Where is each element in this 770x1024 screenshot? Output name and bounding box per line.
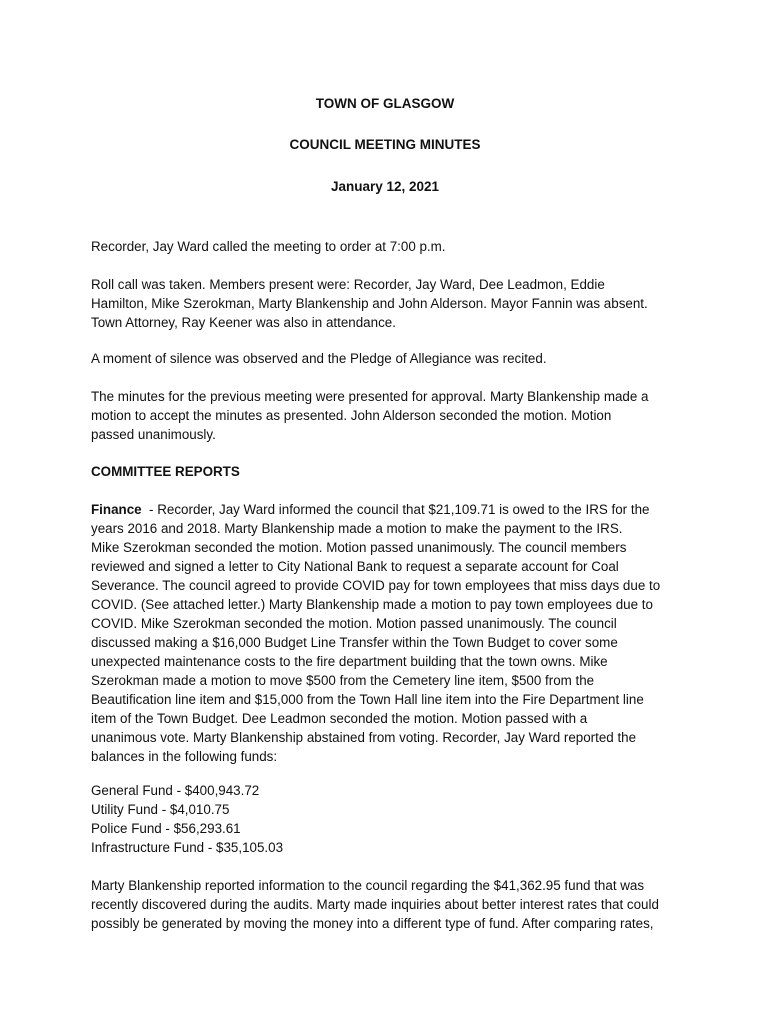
paragraph-line: recently discovered during the audits. Marty made inquiries about better interest rates that could bbox=[91, 897, 659, 912]
fund-balance-item: Police Fund - $56,293.61 bbox=[91, 821, 241, 836]
paragraph-line: Szerokman made a motion to move $500 from the Cemetery line item, $500 from the bbox=[91, 673, 595, 688]
roll-call-paragraph bbox=[91, 275, 691, 332]
finance-first-line: - Recorder, Jay Ward informed the council that $21,109.71 is owed to the IRS for the bbox=[141, 502, 650, 517]
paragraph-line: Beautification line item and $15,000 from the Town Hall line item into the Fire Department line bbox=[91, 692, 644, 707]
paragraph-line: The minutes for the previous meeting were presented for approval. Marty Blankenship made a bbox=[91, 389, 649, 404]
paragraph-line: discussed making a $16,000 Budget Line Transfer within the Town Budget to cover some bbox=[91, 635, 618, 650]
fund-balance-item: Utility Fund - $4,010.75 bbox=[91, 802, 230, 817]
finance-paragraph bbox=[91, 500, 691, 766]
paragraph-line: A moment of silence was observed and the Pledge of Allegiance was recited. bbox=[91, 351, 547, 366]
paragraph-line: COVID. Mike Szerokman seconded the motion. Motion passed unanimously. The council bbox=[91, 616, 617, 631]
paragraph-line: item of the Town Budget. Dee Leadmon seconded the motion. Motion passed with a bbox=[91, 711, 588, 726]
paragraph-line: Recorder, Jay Ward called the meeting to order at 7:00 p.m. bbox=[91, 239, 446, 254]
fund-balance-item: General Fund - $400,943.72 bbox=[91, 783, 260, 798]
paragraph-line: Roll call was taken. Members present were: Recorder, Jay Ward, Dee Leadmon, Eddie bbox=[91, 277, 605, 292]
paragraph-line: Town Attorney, Ray Keener was also in attendance. bbox=[91, 315, 396, 330]
fund-discovery-paragraph bbox=[91, 876, 691, 933]
paragraph-line: balances in the following funds: bbox=[91, 749, 278, 764]
paragraph-line: passed unanimously. bbox=[91, 427, 216, 442]
paragraph-line: Marty Blankenship reported information to the council regarding the $41,362.95 fund that was bbox=[91, 878, 645, 893]
paragraph-line: Mike Szerokman seconded the motion. Motion passed unanimously. The council members bbox=[91, 540, 627, 555]
fund-balance-item: Infrastructure Fund - $35,105.03 bbox=[91, 840, 284, 855]
paragraph-line: unanimous vote. Marty Blankenship abstained from voting. Recorder, Jay Ward reported the bbox=[91, 730, 637, 745]
document-heading: COUNCIL MEETING MINUTES bbox=[289, 137, 481, 152]
paragraph-line bbox=[91, 500, 691, 519]
paragraph-line: possibly be generated by moving the money into a different type of fund. After comparing rates, bbox=[91, 916, 654, 931]
paragraph-line: motion to accept the minutes as presented. John Alderson seconded the motion. Motion bbox=[91, 408, 612, 423]
town-title: TOWN OF GLASGOW bbox=[315, 96, 455, 111]
minutes-approval-paragraph bbox=[91, 387, 691, 444]
paragraph-line: unexpected maintenance costs to the fire department building that the town owns. Mike bbox=[91, 654, 608, 669]
fund-balances-list bbox=[91, 781, 691, 857]
pledge-paragraph bbox=[91, 349, 691, 368]
call-to-order-paragraph bbox=[91, 237, 691, 256]
paragraph-line: Hamilton, Mike Szerokman, Marty Blankenship and John Alderson. Mayor Fannin was absent. bbox=[91, 296, 648, 311]
paragraph-line: Severance. The council agreed to provide COVID pay for town employees that miss days due to bbox=[91, 578, 661, 593]
paragraph-line: reviewed and signed a letter to City National Bank to request a separate account for Coal bbox=[91, 559, 619, 574]
meeting-date: January 12, 2021 bbox=[330, 179, 440, 194]
committee-reports-heading: COMMITTEE REPORTS bbox=[91, 464, 240, 479]
paragraph-line: COVID. (See attached letter.) Marty Blankenship made a motion to pay town employees due to bbox=[91, 597, 653, 612]
paragraph-line: years 2016 and 2018. Marty Blankenship made a motion to make the payment to the IRS. bbox=[91, 521, 623, 536]
finance-label: Finance bbox=[91, 502, 142, 517]
